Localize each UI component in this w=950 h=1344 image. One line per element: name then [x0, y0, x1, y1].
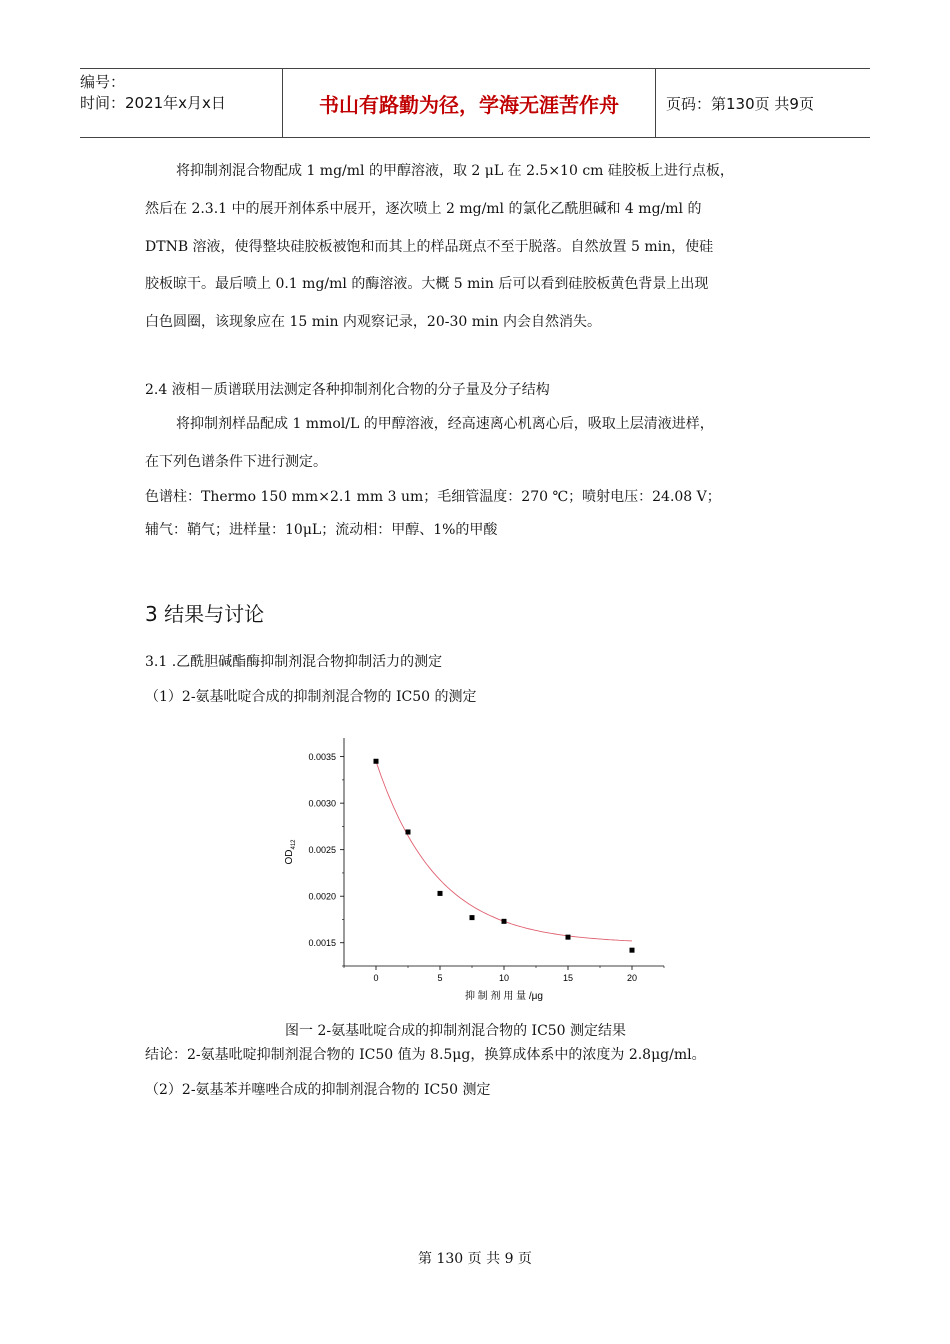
data-point	[502, 919, 507, 924]
header-meta	[80, 69, 282, 140]
para1-line3: DTNB 溶液，使得整块硅胶板被饱和而其上的样品斑点不至于脱落。自然放置 5 min，使硅	[145, 239, 714, 255]
x-tick-label: 20	[626, 973, 638, 983]
section-3-heading: 3 结果与讨论	[145, 602, 265, 626]
header-number-label: 编号：	[80, 73, 126, 91]
para1-line2: 然后在 2.3.1 中的展开剂体系中展开，逐次喷上 2 mg/ml 的氯化乙酰胆碱和 4 mg/ml 的	[145, 201, 702, 217]
fit-curve	[376, 761, 632, 941]
para1-line4: 胶板晾干。最后喷上 0.1 mg/ml 的酶溶液。大概 5 min 后可以看到硅胶板黄色背景上出现	[145, 276, 709, 292]
para2-line2: 在下列色谱条件下进行测定。	[145, 454, 327, 470]
chart-ylabel: $OD_{412}$	[284, 839, 297, 865]
header-motto: 书山有路勤为径，学海无涯苦作舟	[282, 69, 656, 137]
data-point	[406, 829, 411, 834]
y-tick-label: 0.0025	[308, 845, 336, 856]
y-tick-label: 0.0020	[308, 891, 336, 902]
conclusion-text: 结论：2-氨基吡啶抑制剂混合物的 IC50 值为 8.5μg，换算成体系中的浓度为 2.8μg/ml。	[145, 1047, 706, 1063]
y-tick-label: 0.0015	[308, 938, 336, 949]
para1-line5: 白色圆圈，该现象应在 15 min 内观察记录，20-30 min 内会自然消失。	[145, 314, 601, 330]
data-point	[470, 915, 475, 920]
chart-axes	[308, 738, 664, 983]
item2-heading: （2）2-氨基苯并噻唑合成的抑制剂混合物的 IC50 测定	[145, 1082, 491, 1098]
chart-points	[374, 759, 635, 953]
chrom-conditions-line2: 辅气：鞘气；进样量：10μL；流动相：甲醇、1%的甲酸	[145, 522, 498, 538]
ic50-chart	[280, 728, 680, 1008]
para1-line1: 将抑制剂混合物配成 1 mg/ml 的甲醇溶液，取 2 μL 在 2.5×10 cm 硅胶板上进行点板，	[176, 163, 734, 179]
y-tick-label: 0.0035	[308, 752, 336, 763]
header-page-label: 页码：第130页 共9页	[666, 94, 814, 113]
data-point	[438, 891, 443, 896]
x-tick-label: 10	[498, 973, 510, 983]
item1-heading: （1）2-氨基吡啶合成的抑制剂混合物的 IC50 的测定	[145, 689, 477, 705]
section-2-4-heading: 2.4 液相－质谱联用法测定各种抑制剂化合物的分子量及分子结构	[145, 382, 550, 398]
figure-caption: 图一 2-氨基吡啶合成的抑制剂混合物的 IC50 测定结果	[285, 1023, 627, 1039]
chart-xlabel: 抑 制 剂 用 量 /μg	[465, 991, 543, 1002]
x-tick-label: 15	[562, 973, 574, 983]
y-tick-label: 0.0030	[308, 798, 336, 809]
para2-line1: 将抑制剂样品配成 1 mmol/L 的甲醇溶液，经高速离心机离心后，吸取上层清液进样，	[176, 416, 714, 432]
x-tick-label: 5	[437, 973, 443, 983]
data-point	[566, 935, 571, 940]
section-3-1-heading: 3.1 .乙酰胆碱酯酶抑制剂混合物抑制活力的测定	[145, 654, 443, 670]
page-header	[80, 68, 870, 138]
chrom-conditions-line1: 色谱柱：Thermo 150 mm×2.1 mm 3 um；毛细管温度：270 ℃；喷射电压：24.08 V；	[145, 489, 721, 505]
data-point	[630, 948, 635, 953]
data-point	[374, 759, 379, 764]
page-footer: 第 130 页 共 9 页	[418, 1251, 532, 1267]
x-tick-label: 0	[373, 973, 379, 983]
header-date-label: 时间：2021年x月x日	[80, 94, 226, 112]
